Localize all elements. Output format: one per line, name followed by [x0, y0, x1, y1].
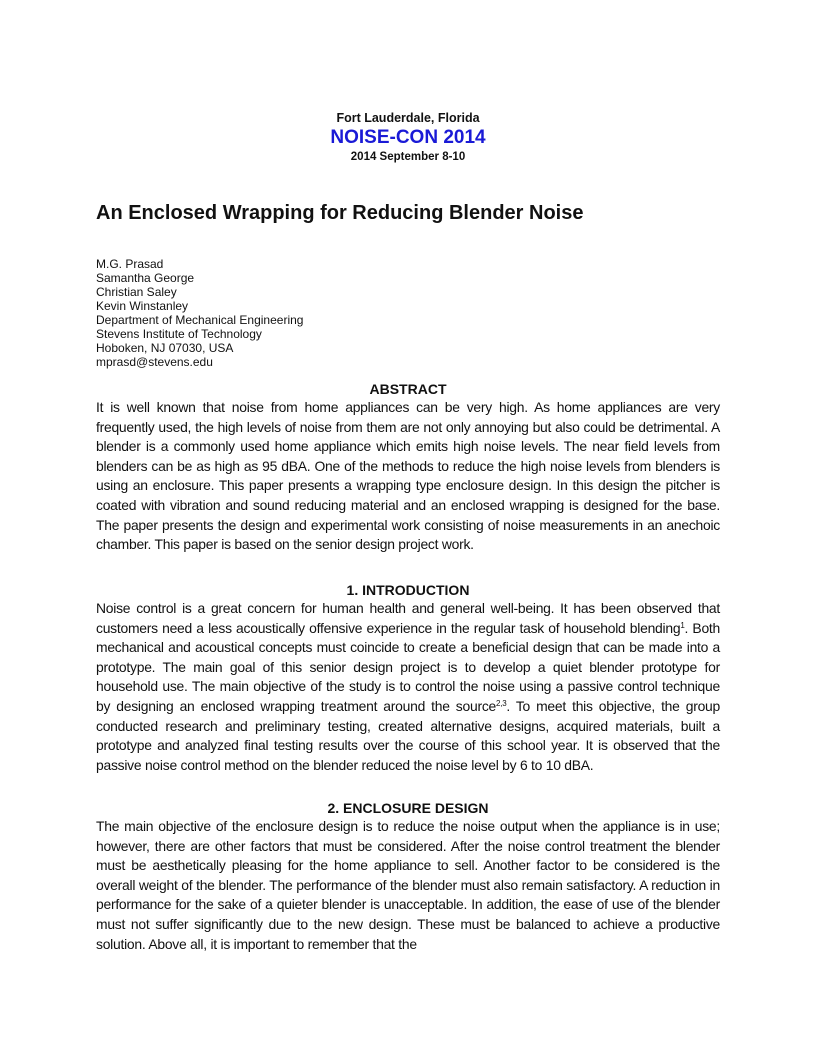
conference-location: Fort Lauderdale, Florida [336, 111, 480, 125]
author-name: Samantha George [96, 271, 195, 285]
introduction-text [96, 599, 720, 775]
author-name: Christian Saley [96, 285, 177, 299]
citation-superscript: 2,3 [496, 698, 507, 708]
author-block [96, 257, 303, 369]
conference-date: 2014 September 8-10 [350, 151, 466, 163]
conference-name: NOISE-CON 2014 [330, 127, 486, 148]
enclosure-design-section [96, 800, 720, 954]
introduction-text-part: . Both mechanical and acoustical concepts must coincide to create a beneficial design that can be made into a prototype. The main goal of this senior design project is to develop a quiet blender prototype for household use. The main objective of the study is to control the noise using a passive control technique by designing an enclosed wrapping treatment around the source [96, 619, 721, 714]
author-email: mprasd@stevens.edu [96, 355, 213, 369]
introduction-heading: 1. INTRODUCTION [346, 582, 470, 598]
introduction-text-part: . To meet this objective, the group conducted research and preliminary testing, created alternative designs, acquired materials, built a prototype and analyzed final testing results over the course of this school year. It is observed that the passive noise control method on the blender reduced the noise level by 6 to 10 dBA. [96, 697, 721, 773]
enclosure-design-text: The main objective of the enclosure design is to reduce the noise output when the appliance is in use; however, there are other factors that must be considered. After the noise control treatment the blender must be aesthetically pleasing for the home appliance to sell. Another factor to be considered is the overall weight of the blender. The performance of the blender must also remain satisfactory. A reduction in performance for the sake of a quieter blender is unacceptable. In addition, the ease of use of the blender must not suffer significantly due to the new design. These must be balanced to achieve a productive solution. Above all, it is important to remember that the [96, 818, 720, 952]
citation-superscript: 1 [680, 620, 685, 630]
abstract-heading: ABSTRACT [369, 381, 447, 397]
enclosure-design-heading: 2. ENCLOSURE DESIGN [327, 800, 489, 816]
author-name: Kevin Winstanley [96, 299, 189, 313]
introduction-section [96, 582, 720, 775]
author-address: Hoboken, NJ 07030, USA [96, 341, 234, 355]
author-institution: Stevens Institute of Technology [96, 327, 262, 341]
author-name: M.G. Prasad [96, 257, 164, 271]
introduction-text-part: Noise control is a great concern for human health and general well-being. It has been observed that customers need a less acoustically offensive experience in the regular task of household blending [96, 600, 720, 636]
abstract-section [96, 381, 720, 555]
paper-title: An Enclosed Wrapping for Reducing Blender Noise [96, 202, 584, 224]
abstract-text: It is well known that noise from home appliances can be very high. As home appliances are very frequently used, the high levels of noise from them are not only annoying but also could be detrimental. A blender is a commonly used home appliance which emits high noise levels. The near field levels from blenders can be as high as 95 dBA. One of the methods to reduce the high noise levels from blenders is using an enclosure. This paper presents a wrapping type enclosure design. In this design the pitcher is coated with vibration and sound reducing material and an enclosed wrapping is designed for the base. The paper presents the design and experimental work consisting of noise measurements in an anechoic chamber. This paper is based on the senior design project work. [96, 399, 720, 553]
author-department: Department of Mechanical Engineering [96, 313, 304, 327]
